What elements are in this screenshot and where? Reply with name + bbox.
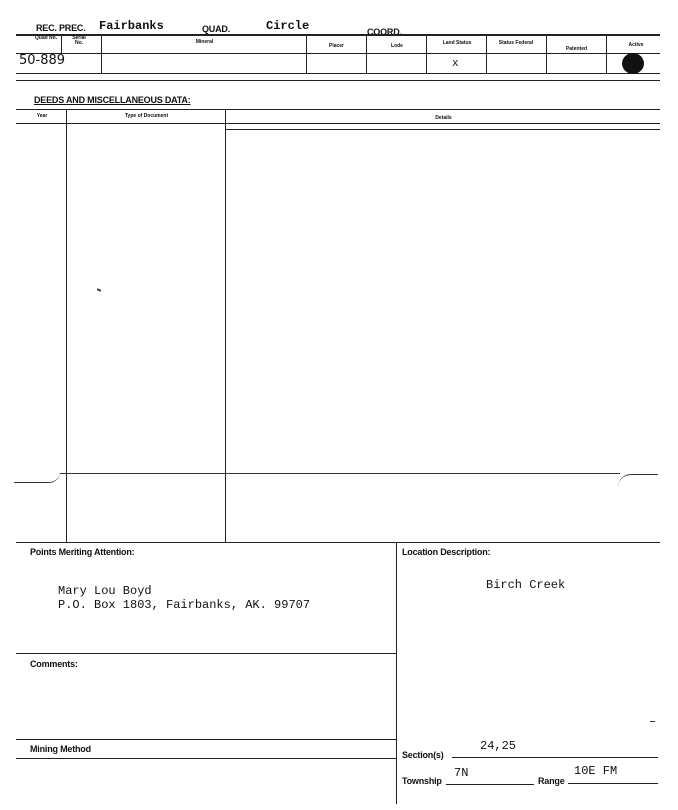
points-line2[interactable]: P.O. Box 1803, Fairbanks, AK. 99707 [58, 598, 311, 612]
record-vline [486, 36, 487, 74]
fold-crease-line [60, 473, 620, 474]
section-label: Section(s) [402, 750, 444, 760]
deeds-vline-year [66, 109, 67, 542]
record-row-bottom-rule [16, 73, 660, 74]
stray-dash [650, 721, 655, 722]
range-label: Range [538, 776, 565, 786]
section-value[interactable]: 24,25 [480, 739, 517, 753]
land-status-value[interactable]: x [452, 58, 459, 70]
active-mark [622, 53, 644, 74]
comments-top-rule [16, 653, 397, 654]
record-vline [366, 36, 367, 74]
township-label: Township [402, 776, 442, 786]
mining-method-bottom-rule [16, 758, 397, 759]
deeds-col-details: Details [435, 115, 452, 121]
deeds-col-year: Year [36, 113, 48, 119]
record-vline [306, 36, 307, 74]
township-underline [446, 784, 534, 785]
location-label: Location Description: [402, 547, 491, 557]
deeds-header-rule [16, 123, 660, 124]
quad-value[interactable]: Circle [266, 19, 310, 33]
deeds-header-rule-2 [226, 129, 660, 130]
record-vline [101, 36, 102, 74]
section-underline [452, 757, 658, 758]
quad-no-value[interactable]: 50-889 [19, 53, 66, 68]
coord-label: COORD. [367, 27, 402, 37]
col-quad-no: Quad No. [34, 35, 58, 41]
quad-label: QUAD. [202, 24, 230, 34]
fold-crease-right [618, 474, 658, 487]
record-lower-rule [16, 80, 660, 81]
fold-crease-left [14, 472, 60, 483]
col-lode: Lode [391, 43, 403, 49]
record-vline [606, 36, 607, 74]
deeds-top-rule [16, 109, 660, 110]
col-land-status: Land Status [442, 40, 472, 46]
rec-prec-value[interactable]: Fairbanks [99, 19, 164, 33]
mining-method-label: Mining Method [30, 744, 91, 754]
col-placer: Placer [328, 43, 344, 49]
range-underline [568, 783, 658, 784]
deeds-vline-type [225, 109, 226, 542]
record-vline [546, 36, 547, 74]
deeds-title: DEEDS AND MISCELLANEOUS DATA: [34, 95, 191, 105]
col-status-federal: Status Federal [498, 40, 534, 46]
bottom-section-divider [396, 542, 397, 804]
record-vline [61, 36, 62, 54]
col-active: Active [628, 42, 644, 48]
points-line1[interactable]: Mary Lou Boyd [58, 584, 152, 598]
rec-prec-label: REC. PREC. [36, 23, 86, 33]
deeds-col-type: Type of Document [124, 113, 169, 119]
township-value[interactable]: 7N [454, 766, 469, 780]
record-vline [426, 36, 427, 74]
range-value[interactable]: 10E FM [574, 764, 618, 778]
location-value[interactable]: Birch Creek [486, 578, 566, 592]
col-serial-no: Serial No. [72, 35, 86, 46]
stray-mark [97, 288, 101, 292]
col-patented: Patented [565, 46, 588, 52]
col-mineral: Mineral [195, 39, 214, 45]
col-header-rule [16, 53, 660, 54]
comments-label: Comments: [30, 659, 78, 669]
header-top-rule [16, 34, 660, 36]
bottom-section-top-rule [16, 542, 660, 543]
points-label: Points Meriting Attention: [30, 547, 135, 557]
mining-method-top-rule [16, 739, 397, 740]
